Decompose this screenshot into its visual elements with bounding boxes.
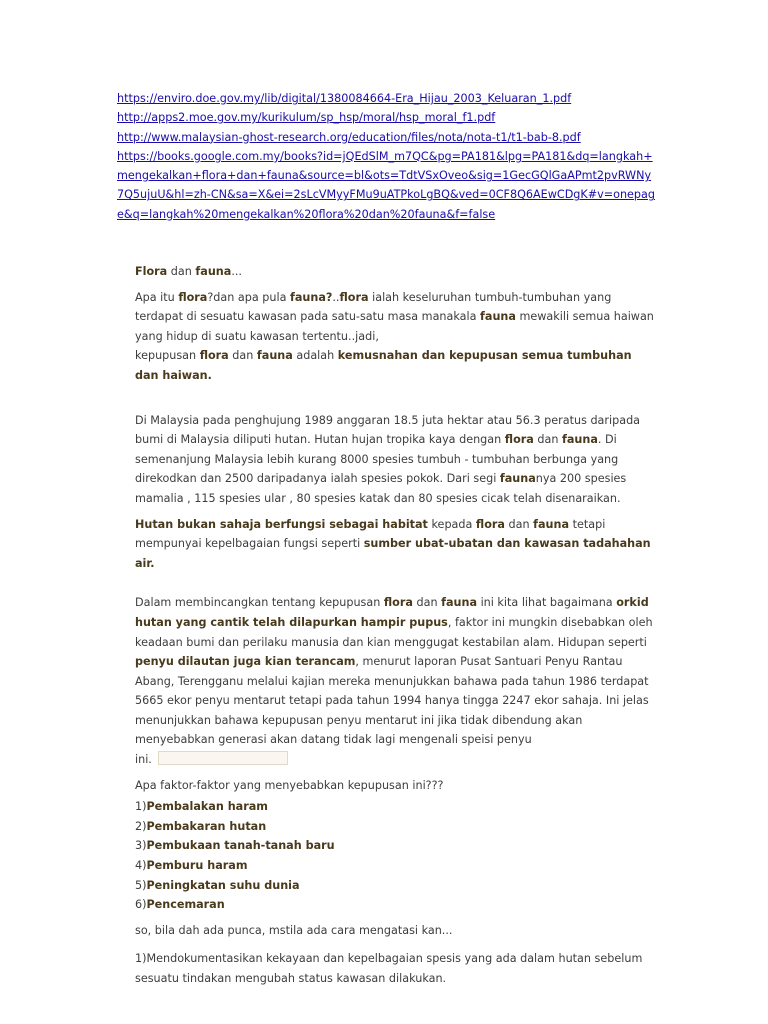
term: fauna (533, 517, 570, 531)
reference-link[interactable]: http://www.malaysian-ghost-research.org/education/files/nota/nota-t1/t1-bab-8.pdf (117, 130, 581, 144)
text: ini. (135, 753, 152, 767)
text: dan (228, 349, 257, 363)
term: flora (504, 433, 534, 447)
list-number: 1) (135, 800, 147, 814)
solution-text: 1)Mendokumentasikan kekayaan dan kepelbagaian spesis yang ada dalam hutan sebelum sesuatu tindakan mengubah status kawasan dilakukan. (135, 952, 643, 985)
conclusion-text: so, bila dah ada punca, mstila ada cara mengatasi kan... (135, 923, 453, 937)
list-text: Peningkatan suhu dunia (146, 878, 300, 892)
text: mewakili semua haiwan yang hidup di suatu kawasan tertentu..jadi, (135, 310, 654, 343)
list-text: Pembukaan tanah-tanah baru (146, 839, 335, 853)
factors-question: Apa faktor-faktor yang menyebabkan kepupusan ini??? (135, 778, 444, 792)
text: kepada (427, 517, 476, 531)
term: flora (178, 290, 208, 304)
reference-link[interactable]: http://apps2.moe.gov.my/kurikulum/sp_hsp/moral/hsp_moral_f1.pdf (117, 111, 496, 125)
term: kemusnahan dan kepupusan semua tumbuhan dan haiwan. (135, 349, 632, 382)
discussion-paragraph (135, 593, 655, 769)
term: fauna (256, 349, 293, 363)
term: Hutan bukan sahaja berfungsi sebagai habitat (135, 517, 428, 531)
forest-function-paragraph (135, 515, 655, 574)
text: .. (332, 290, 340, 304)
definition-paragraph (135, 288, 655, 347)
text: Apa itu (135, 290, 179, 304)
term: sumber ubat-ubatan dan kawasan tadahahan air. (135, 537, 651, 570)
term: fauna (562, 433, 598, 447)
list-number: 5) (135, 878, 147, 892)
text: tetapi mempunyai kepelbagaian fungsi seperti (135, 517, 606, 551)
intro-heading (135, 262, 655, 282)
term: orkid hutan yang cantik telah dilapurkan hampir pupus (135, 596, 649, 629)
list-item (135, 797, 655, 817)
extinction-paragraph (135, 346, 655, 385)
text: kepupusan (135, 349, 200, 363)
list-text: Pemburu haram (146, 859, 248, 873)
reference-links (117, 89, 657, 224)
term: flora (383, 596, 413, 610)
text: Dalam membincangkan tentang kepupusan (135, 596, 384, 610)
list-text: Pembalakan haram (146, 800, 268, 814)
text: ialah keseluruhan tumbuh-tumbuhan yang terdapat di sesuatu kawasan pada satu-satu masa manakala (135, 290, 612, 324)
list-item (135, 836, 655, 856)
term-flora: Flora (135, 265, 168, 278)
list-item (135, 895, 655, 915)
text: , menurut laporan Pusat Santuari Penyu Rantau Abang, Terengganu melalui kajian mereka menunjukkan bahawa pada tahun 1986 terdapat 5665 ekor penyu mentarut tetapi pada tahun 1994 hanya tingga 2247 ekor sahaja. Ini jelas menunjukkan bahawa kepupusan penyu mentarut ini jika tidak dibendung akan menyebabkan generasi akan datang tidak lagi mengenali speisi penyu (135, 655, 649, 747)
article-body (135, 262, 655, 989)
list-number: 4) (135, 859, 147, 873)
text: ... (231, 265, 242, 278)
list-number: 6) (135, 898, 147, 912)
text: ?dan apa pula (207, 290, 290, 304)
term: flora (339, 290, 369, 304)
text: dan (533, 433, 562, 447)
reference-link[interactable]: https://books.google.com.my/books?id=jQEdSlM_m7QC&pg=PA181&lpg=PA181&dq=langkah+mengekalkan+flora+dan+fauna&source=bl&ots=TdtVSxOveo&sig=1GecGQlGaAPmt2pvRWNy7Q5ujuU&hl=zh-CN&sa=X&ei=2sLcVMyyFMu9uATPkoLgBQ&ved=0CF8Q6AEwCDgK#v=onepage&q=langkah%20mengekalkan%20flora%20dan%20fauna&f=false (117, 149, 655, 221)
blank-field (158, 751, 288, 765)
term: flora (199, 349, 229, 363)
text: adalah (292, 349, 338, 363)
term: fauna? (289, 290, 333, 304)
term: fauna (480, 310, 516, 324)
list-text: Pembakaran hutan (146, 819, 267, 833)
list-number: 3) (135, 839, 147, 853)
malaysia-paragraph (135, 411, 655, 509)
term: flora (475, 517, 505, 531)
text: dan (504, 517, 534, 531)
text: dan (167, 265, 196, 278)
factors-list (135, 797, 655, 915)
list-number: 2) (135, 819, 147, 833)
text: . Di semenanjung Malaysia lebih kurang 8000 spesies tumbuh - tumbuhan berbunga yang direkodkan dan 2500 daripadanya ialah spesies pokok. Dari segi (135, 433, 619, 486)
text: , faktor ini mungkin disebabkan oleh keadaan bumi dan perilaku manusia dan kian menggugat kestabilan alam. Hidupan seperti (135, 615, 653, 649)
term: fauna (499, 472, 536, 486)
text: dan (412, 596, 442, 610)
list-item (135, 856, 655, 876)
term: penyu dilautan juga kian terancam (135, 655, 356, 669)
term-fauna: fauna (195, 265, 232, 278)
term: fauna (441, 596, 478, 610)
list-item (135, 817, 655, 837)
list-item (135, 876, 655, 896)
text: nya 200 spesies mamalia , 115 spesies ular , 80 spesies katak dan 80 spesies cicak telah disenaraikan. (135, 472, 627, 505)
text: Di Malaysia pada penghujung 1989 anggaran 18.5 juta hektar atau 56.3 peratus daripada bumi di Malaysia diliputi hutan. Hutan hujan tropika kaya dengan (135, 413, 641, 447)
list-text: Pencemaran (146, 898, 225, 912)
reference-link[interactable]: https://enviro.doe.gov.my/lib/digital/1380084664-Era_Hijau_2003_Keluaran_1.pdf (117, 92, 572, 105)
text: ini kita lihat bagaimana (477, 596, 617, 610)
